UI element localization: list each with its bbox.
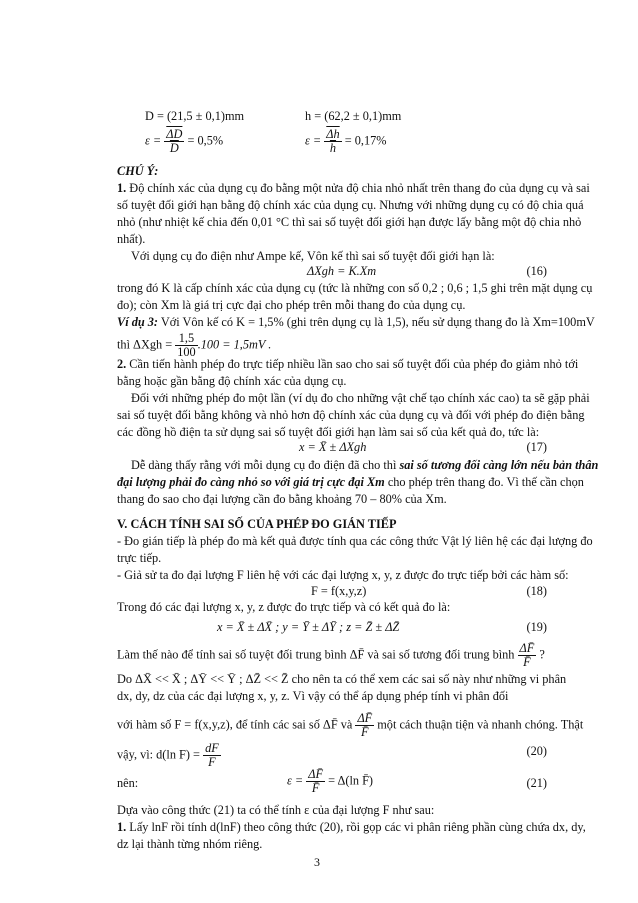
section-5-line12: 1. Lấy lnF rồi tính d(lnF) theo công thức (20), rồi gọp các vi phân riêng phần cùng chứa dx, dy, (117, 820, 586, 834)
relative-error-fraction: $\frac{\Delta F̄}{F̄}$ (519, 641, 535, 669)
formula-19: x = X̄ ± ΔX̄ ; y = Ȳ ± ΔȲ ; z = Z̄ ± ΔZ̄ (217, 620, 400, 634)
d-measurement: D = (21,5 ± 0,1)mm (145, 109, 245, 123)
note1-line4: nhất). (117, 232, 146, 246)
note1-line1: 1. Độ chính xác của dụng cụ đo bằng một nửa độ chia nhỏ nhất trên thang đo của dụng cụ và sai (117, 181, 590, 195)
example-fraction: $\frac{1,5}{100}$ (177, 331, 196, 359)
note2-line8: thang đo sao cho đại lượng cần đo bằng khoảng 70 – 80% của Xm. (117, 492, 447, 506)
equation-number-20: (20) (526, 744, 547, 758)
note1-line2: số tuyệt đối giới hạn bằng độ chính xác của dụng cụ. Nhưng với những dụng cụ có độ chia quá (117, 198, 584, 212)
note-heading: CHÚ Ý: (117, 164, 159, 178)
note2-line6: Dễ dàng thấy rằng với mỗi dụng cụ đo điện đã cho thì sai số tương đối càng lớn nếu bản thân (131, 458, 599, 472)
line8-fraction: $\frac{\Delta F̄}{F̄}$ (357, 711, 373, 739)
h-fraction: $\frac{\overline{\Delta h}}{h}$ (326, 127, 340, 155)
note1-line6: trong đó K là cấp chính xác của dụng cụ (tức là những con số 0,2 ; 0,6 ; 1,5 ghi trên mặt dụng cụ (117, 281, 593, 295)
note2-line3: Đối với những phép đo một lần (ví dụ đo cho những vật chế tạo chính xác cao) ta sẽ gặp phải (131, 391, 590, 405)
equation-number-17: (17) (526, 440, 547, 454)
example-3: Ví dụ 3: Với Vôn kế có K = 1,5% (ghi trên dụng cụ là 1,5), nếu sử dụng thang đo là Xm=100mV (117, 315, 595, 329)
note2-line4: sai số tuyệt đối bằng không và nhỏ hơn độ chính xác của dụng cụ và đối với phép đo điện bằng (117, 408, 585, 422)
section-5-line6: Do ΔX̄ << X̄ ; ΔȲ << Ȳ ; ΔZ̄ << Z̄ cho nên ta có thể xem các sai số này như những vi phân (117, 672, 567, 686)
formula-16: ΔXgh = K.Xm (307, 264, 377, 278)
formula-21-fraction: $\frac{\Delta F̄}{F̄}$ (308, 767, 324, 795)
example-3-formula: thì ΔXgh = $\frac{1,5}{100}$ .100 = 1,5mV . (117, 331, 272, 359)
formula-18: F = f(x,y,z) (311, 584, 367, 598)
section-5-line5: Làm thế nào để tính sai số tuyệt đối trung bình ΔF̄ và sai số tương đối trung bình $\frac{\Delta F̄}{F̄}$ ? (117, 641, 545, 669)
formula-21: ε = $\frac{\Delta F̄}{F̄}$ = Δ(ln F̄) (287, 767, 374, 795)
h-measurement: h = (62,2 ± 0,1)mm (305, 109, 402, 123)
note1-line5: Với dụng cụ đo điện như Ampe kế, Vôn kế thì sai số tuyệt đối giới hạn là: (131, 249, 495, 263)
formula-20-row: vậy, vì: d(ln F) = $\frac{dF}{F}$ (20) (117, 741, 547, 769)
note2-line7: đại lượng phải đo càng nhỏ so với giá trị cực đại Xm cho phép trên thang đo. Vì thế cần chọn (117, 475, 584, 489)
section-5-line7: dx, dy, dz của các đại lượng x, y, z. Vì vậy có thể áp dụng phép tính vi phân đối (117, 689, 509, 703)
section-5-line13: dz lại thành từng nhóm riêng. (117, 837, 263, 851)
equation-number-21: (21) (526, 776, 547, 790)
page-number: 3 (314, 855, 320, 869)
d-fraction: $\frac{\overline{\Delta D}}{D}$ (166, 127, 183, 155)
equation-number-18: (18) (526, 584, 547, 598)
note1-line3: nhỏ (như nhiệt kế chia đến 0,01 °C thì sai số tuyệt đối giới hạn được lấy bằng một độ chia nhỏ (117, 215, 582, 229)
section-5-line3: - Giả sử ta đo đại lượng F liên hệ với các đại lượng x, y, z được đo trực tiếp bởi các hàm số: (117, 568, 569, 582)
section-5-line11: Dựa vào công thức (21) ta có thể tính ε của đại lượng F như sau: (117, 803, 435, 817)
equation-number-19: (19) (526, 620, 547, 634)
h-relative-error: ε = $\frac{\overline{\Delta h}}{h}$ = 0,17% (305, 127, 387, 155)
section-5-line1: - Đo gián tiếp là phép đo mà kết quả được tính qua các công thức Vật lý liên hệ các đại lượng đo (117, 534, 593, 548)
note2-line1: 2. Cần tiến hành phép đo trực tiếp nhiều lần sao cho sai số tuyệt đối của phép đo giảm nhỏ tới (117, 357, 579, 371)
note2-line2: bằng hoặc gần bằng độ chính xác của dụng cụ. (117, 374, 347, 388)
formula-20-fraction: $\frac{dF}{F}$ (205, 741, 219, 769)
section-5-line2: trực tiếp. (117, 551, 162, 565)
section-5-line4: Trong đó các đại lượng x, y, z được đo trực tiếp và có kết quả đo là: (117, 600, 451, 614)
note1-line7: đo); còn Xm là giá trị cực đại cho phép trên mỗi thang đo của dụng cụ. (117, 298, 466, 312)
formula-21-row: nên: ε = $\frac{\Delta F̄}{F̄}$ = Δ(ln F̄) (21) (117, 767, 547, 795)
note2-line5: các đồng hồ điện ta sử dụng sai số tuyệt đối giới hạn làm sai số của kết quả đo, tức là: (117, 425, 540, 439)
formula-17: x = X̄ ± ΔXgh (299, 440, 367, 454)
section-5-title: V. CÁCH TÍNH SAI SỐ CỦA PHÉP ĐO GIÁN TIẾP (117, 517, 397, 531)
d-relative-error: ε = $\frac{\overline{\Delta D}}{D}$ = 0,5% (145, 127, 224, 155)
equation-number-16: (16) (526, 264, 547, 278)
section-5-line8: với hàm số F = f(x,y,z), để tính các sai số ΔF̄ và $\frac{\Delta F̄}{F̄}$ một cách thuận tiện và nhanh chóng. Thật (117, 711, 584, 739)
